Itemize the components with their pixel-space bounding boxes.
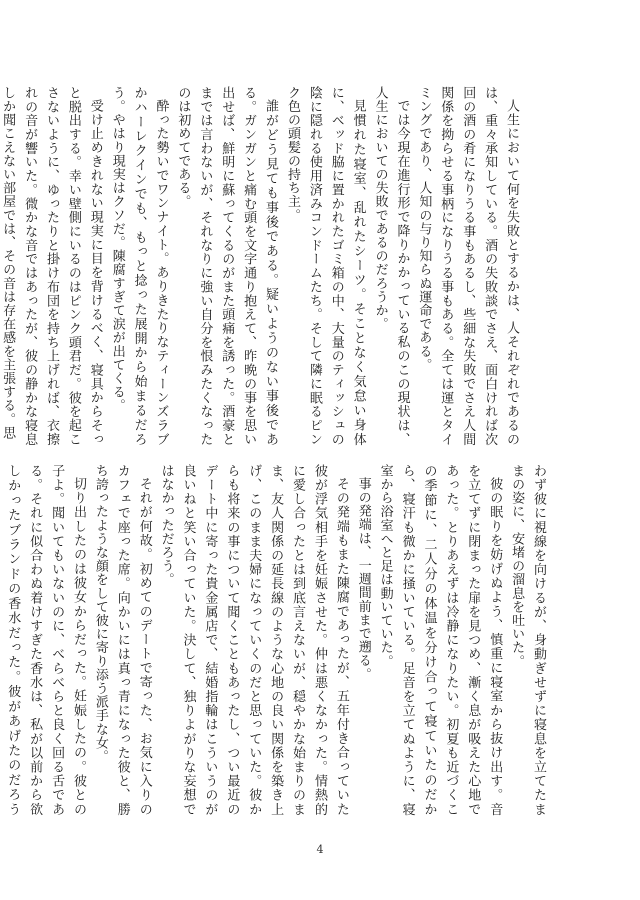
paragraph: 受け止めきれない現実に目を背けるべく、寝具からそっと脱出する。幸い壁側にいるのはピンク頭君だ。彼を起こさないように、ゆったりと掛け布団を持ち上げれば、衣擦れの音が響いた。微かな音ではあったが、彼の静かな寝息しか聞こえない部屋では、その音は存在感を主張する。思	[0, 86, 103, 446]
text-block-upper	[0, 86, 522, 446]
paragraph: 酔った勢いでワンナイト。ありきたりなティーンズラブかハーレクインでも、もっと捻った展開から始まるだろう。やはり現実はクソだ。陳腐すぎて涙が出てくる。	[109, 86, 169, 446]
paragraph: 事の発端は、一週間前まで遡る。	[355, 477, 371, 681]
paragraph: では今現在進行形で降りかかっている私のこの現状は、人生においての失敗であるのだろうか。	[372, 86, 410, 446]
paragraph: その発端もまた陳腐であったが、五年付き合っていた彼が浮気相手を妊娠させた。仲は悪くなかった。情熱的に愛し合ったとは到底言えないが、穏やかな始まりのまま、友人関係の延長線のような心地の良い関係を築き上げ、このまま夫婦になっていくのだと思っていた。彼からも将来の事について聞くこともあったし、つい最近のデート中に寄った貴金属店で、結婚指輪はこういうのが良いねと笑い合っていた。決して、独りよがりな妄想ではなかっただろう。	[158, 464, 349, 816]
paragraph: 彼の眠りを妨げぬよう、慎重に寝室から抜け出す。音を立てずに閉まった扉を見つめ、漸く息が吸えた心地であった。とりあえずは冷静になりたい。初夏も近づくこの季節に、二人分の体温を分け合って寝ていたのだから、寝汗も微かに掻いている。足音を立てぬように、寝室から浴室へと足は動いていた。	[377, 464, 503, 816]
paragraph: 人生において何を失敗とするかは、人それぞれであるのは、重々承知している。酒の失敗談でさえ、面白ければ次回の酒の肴になりうる事もあるし、些細な失敗でさえ人間関係を拗らせる事柄になりうる事もある。全ては運とタイミングであり、人知の与り知らぬ運命である。	[416, 86, 519, 446]
paragraph: 切り出したのは彼女からだった。妊娠したの。彼との子よ。聞いてもいないのに、べらべらと良く回る舌である。それに似合わぬ着けすぎた香水は、私が以前から欲しかったブランドの香水だった。彼があげたのだろう	[5, 464, 86, 816]
paragraph: わず彼に視線を向けるが、身動ぎせずに寝息を立てたままの姿に、安堵の溜息を吐いた。	[509, 464, 546, 816]
text-block-lower	[5, 464, 549, 816]
paragraph: 見慣れた寝室、乱れたシーツ。そことなく気怠い身体に、ベッド脇に置かれたゴミ箱の中、大量のティッシュの陰に隠れる使用済みコンドームたち。そして隣に眠るピンク色の頭髪の持ち主。	[284, 86, 366, 446]
page-number: 4	[316, 843, 324, 856]
paragraph: 誰がどう見ても事後である。疑いようのない事後である。ガンガンと痛む頭を文字通り抱えて、昨晩の事を思い出せば、鮮明に蘇ってくるのがまた頭痛を誘った。酒豪とまでは言わないが、それなりに強い自分を恨みたくなったのは初めてである。	[175, 86, 279, 446]
paragraph: それが何故。初めてのデートで寄った、お気に入りのカフェで座った席。向かいには真っ青になった彼と、勝ち誇ったような顔をして彼に寄り添う派手な女。	[92, 464, 152, 816]
